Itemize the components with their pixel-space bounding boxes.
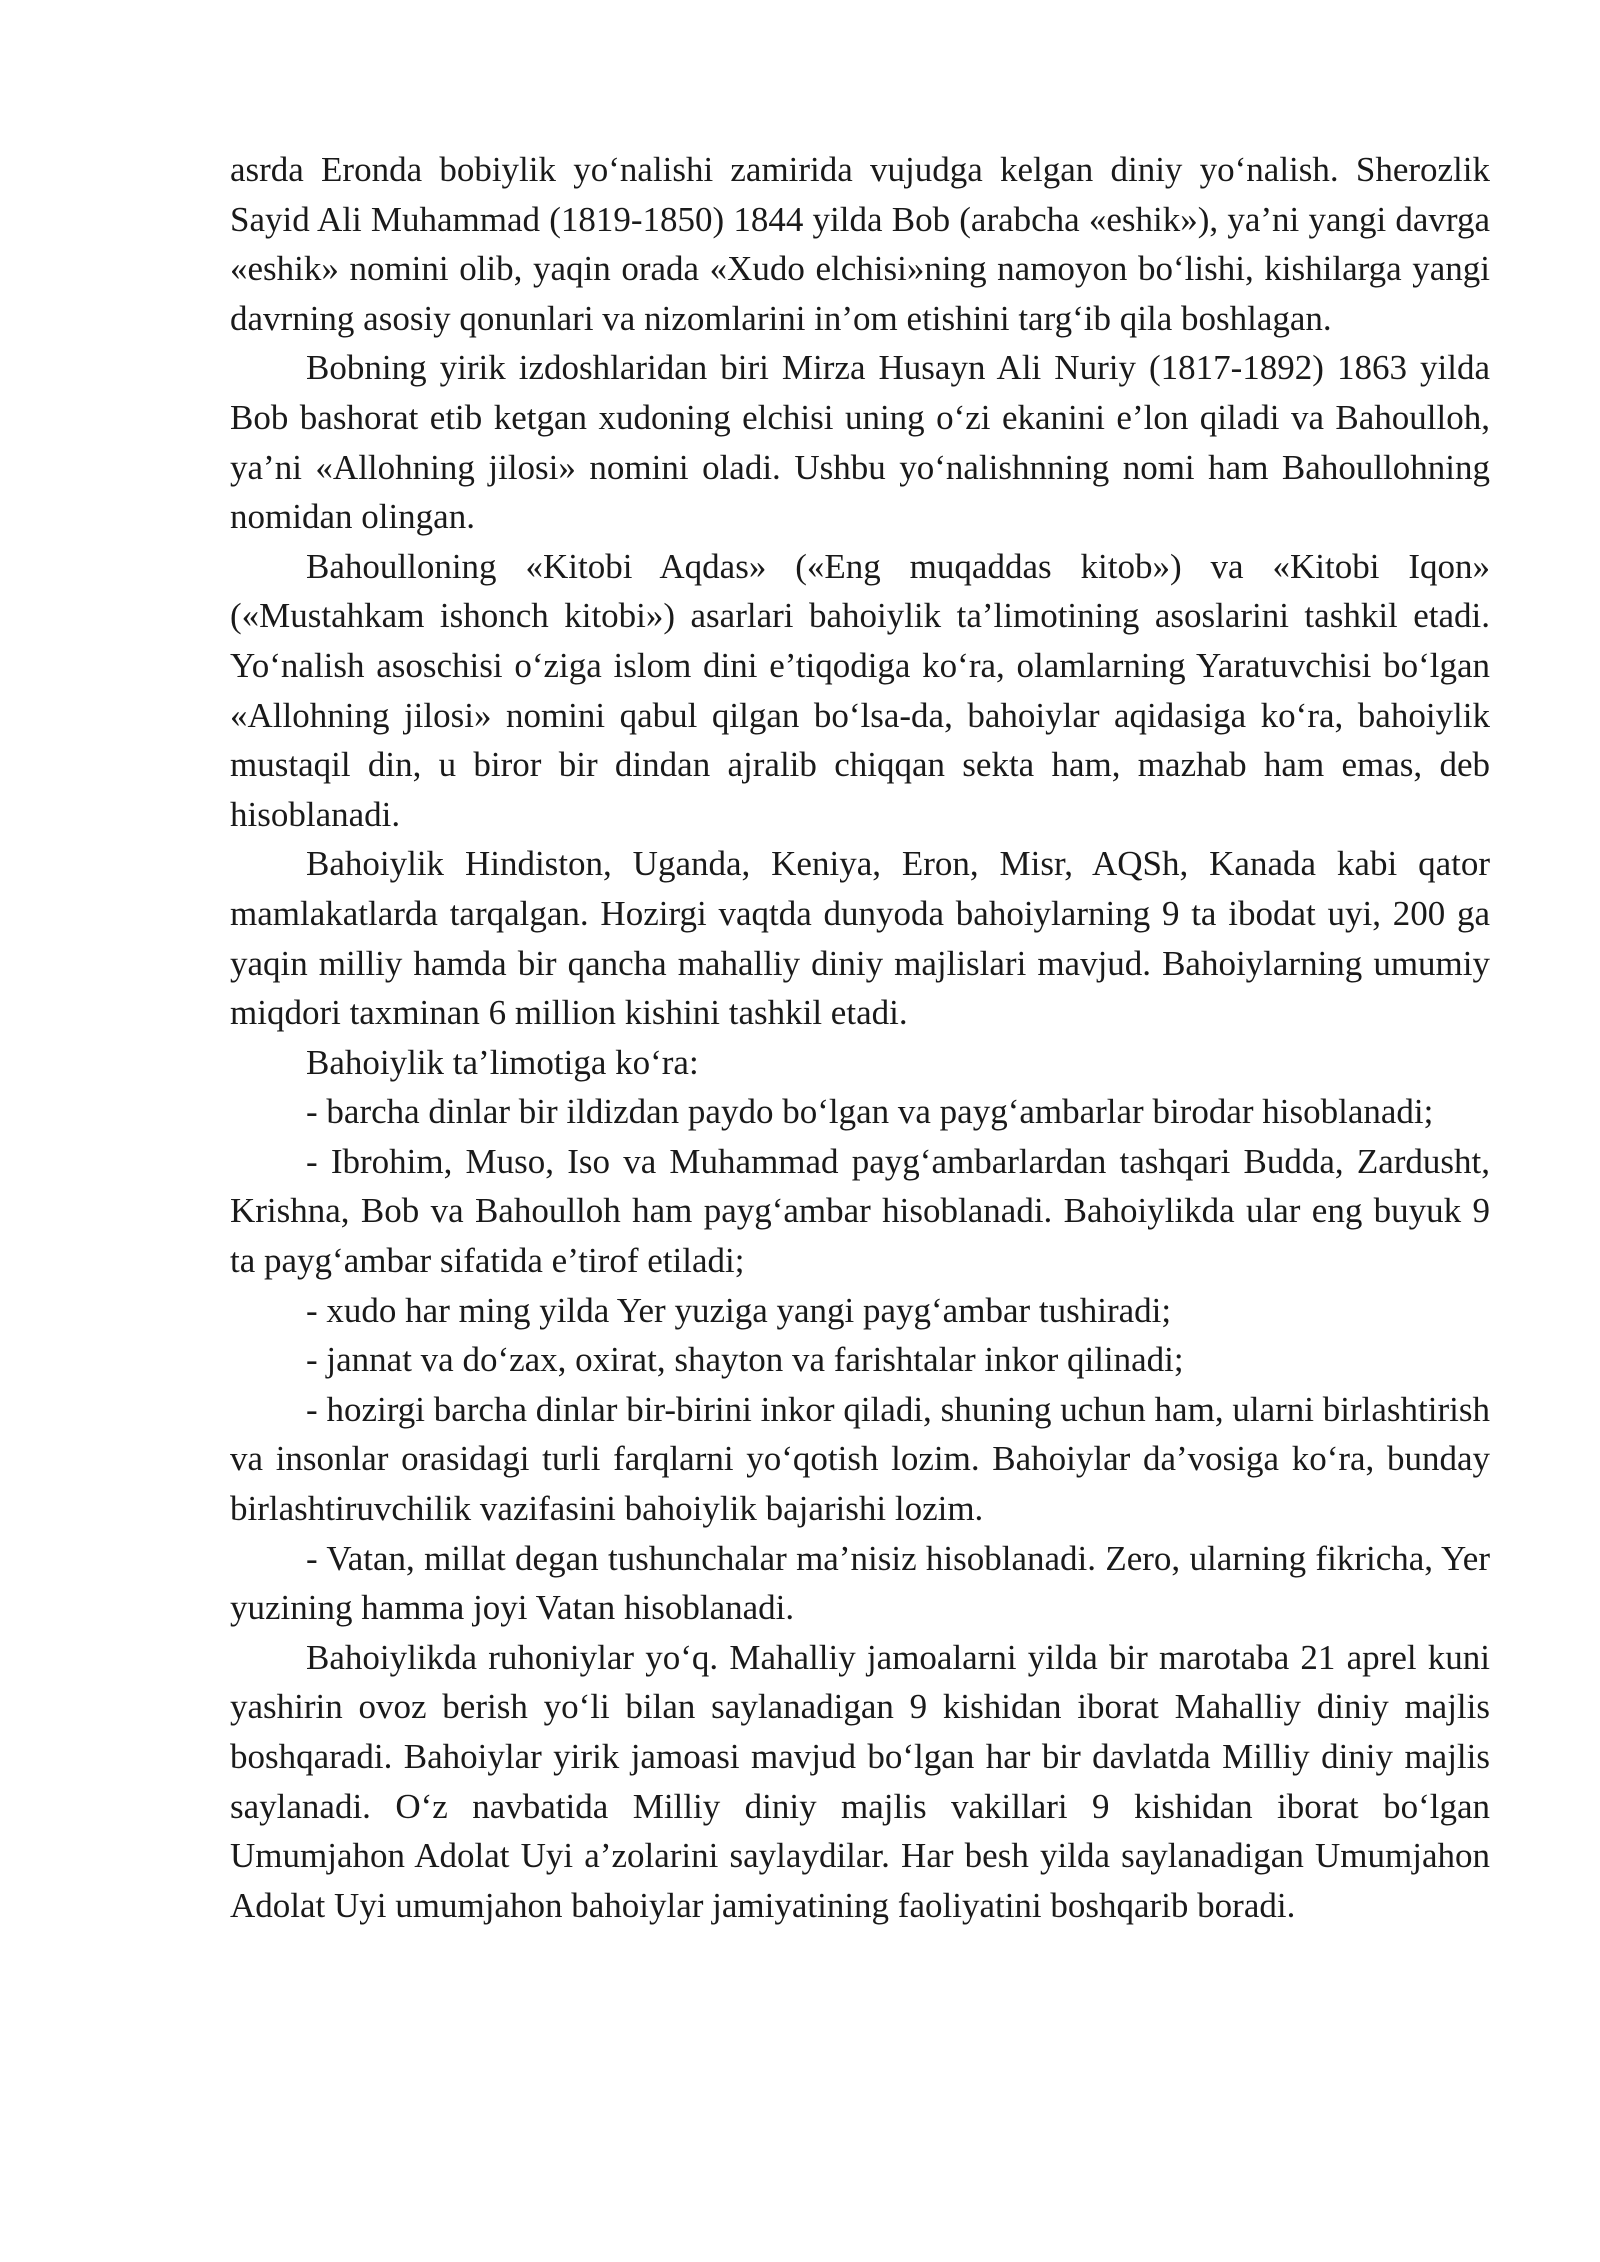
paragraph-2: Bobning yirik izdoshlaridan biri Mirza Husayn Ali Nuriy (1817-1892) 1863 yilda Bob bashorat etib ketgan xudoning elchisi uning o‘zi ekanini e’lon qiladi va Bahoulloh, ya’ni «Allohning jilosi» nomini oladi. Ushbu yo‘nalishnning nomi ham Bahoullohning nomidan olingan. (230, 348, 1490, 537)
paragraph-4: Bahoiylik Hindiston, Uganda, Keniya, Eron, Misr, AQSh, Kanada kabi qator mamlakatlarda tarqalgan. Hozirgi vaqtda dunyoda bahoiylarning 9 ta ibodat uyi, 200 ga yaqin milliy hamda bir qancha mahalliy diniy majlislari mavjud. Bahoiylarning umumiy miqdori taxminan 6 million kishini tashkil etadi. (230, 844, 1490, 1033)
list-item-1: - barcha dinlar bir ildizdan paydo bo‘lgan va payg‘ambarlar birodar hisoblanadi; (306, 1092, 1434, 1132)
paragraph-final: Bahoiylikda ruhoniylar yo‘q. Mahalliy jamoalarni yilda bir marotaba 21 aprel kuni yashirin ovoz berish yo‘li bilan saylanadigan 9 kishidan iborat Mahalliy diniy majlis boshqaradi. Bahoiylar yirik jamoasi mavjud bo‘lgan har bir davlatda Milliy diniy majlis saylanadi. O‘z navbatida Milliy diniy majlis vakillari 9 kishidan iborat bo‘lgan Umumjahon Adolat Uyi a’zolarini saylaydilar. Har besh yilda saylanadigan Umumjahon Adolat Uyi umumjahon bahoiylar jamiyatining faoliyatini boshqarib boradi. (230, 1637, 1490, 1925)
list-intro: Bahoiylik ta’limotiga ko‘ra: (306, 1042, 699, 1082)
paragraph-3: Bahoulloning «Kitobi Aqdas» («Eng muqaddas kitob») va «Kitobi Iqon» («Mustahkam ishonch kitobi») asarlari bahoiylik ta’limotining asoslarini tashkil etadi. Yo‘nalish asoschisi o‘ziga islom dini e’tiqodiga ko‘ra, olamlarning Yaratuvchisi bo‘lgan «Allohning jilosi» nomini qabul qilgan bo‘lsa-da, bahoiylar aqidasiga ko‘ra, bahoiylik mustaqil din, u biror bir dindan ajralib chiqqan sekta ham, mazhab ham emas, deb hisoblanadi. (230, 546, 1490, 834)
document-page (230, 145, 1490, 1930)
list-item-6: - Vatan, millat degan tushunchalar ma’nisiz hisoblanadi. Zero, ularning fikricha, Yer yuzining hamma joyi Vatan hisoblanadi. (230, 1538, 1490, 1628)
list-item-5: - hozirgi barcha dinlar bir-birini inkor qiladi, shuning uchun ham, ularni birlashtirish va insonlar orasidagi turli farqlarni yo‘qotish lozim. Bahoiylar da’vosiga ko‘ra, bunday birlashtiruvchilik vazifasini bahoiylik bajarishi lozim. (230, 1389, 1490, 1529)
list-item-3: - xudo har ming yilda Yer yuziga yangi payg‘ambar tushiradi; (306, 1290, 1172, 1330)
list-item-2: - Ibrohim, Muso, Iso va Muhammad payg‘ambarlardan tashqari Budda, Zardusht, Krishna, Bob va Bahoulloh ham payg‘ambar hisoblanadi. Bahoiylikda ular eng buyuk 9 ta payg‘ambar sifatida e’tirof etiladi; (230, 1141, 1490, 1281)
list-item-4: - jannat va do‘zax, oxirat, shayton va farishtalar inkor qilinadi; (306, 1340, 1184, 1380)
paragraph-1: asrda Eronda bobiylik yo‘nalishi zamirida vujudga kelgan diniy yo‘nalish. Sherozlik Sayid Ali Muhammad (1819-1850) 1844 yilda Bob (arabcha «eshik»), ya’ni yangi davrga «eshik» nomini olib, yaqin orada «Xudo elchisi»ning namoyon bo‘lishi, kishilarga yangi davrning asosiy qonunlari va nizomlarini in’om etishini targ‘ib qila boshlagan. (230, 150, 1490, 338)
